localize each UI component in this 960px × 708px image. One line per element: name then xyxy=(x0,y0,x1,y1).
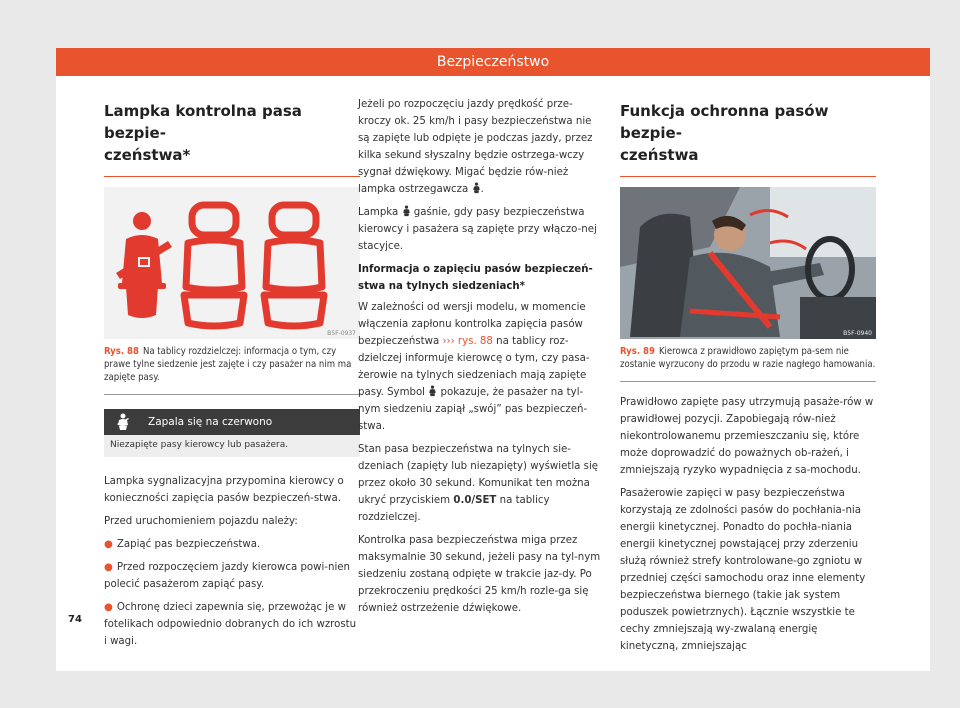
paragraph: Kontrolka pasa bezpieczeństwa miga przez maksymalnie 30 sekund, jeżeli pasy na tyl-nym siedzeniu zostaną odpięte w trakcie jaz-dy. Po przekroczeniu prędkości 25 km/h rozle-ga się również ostrzeżenie dźwiękowe. xyxy=(358,535,601,614)
figure-code: B5F-0940 xyxy=(843,330,872,337)
list-item: ● Zapiąć pas bezpieczeństwa. xyxy=(104,539,261,550)
warning-indicator-bar xyxy=(104,409,360,435)
paragraph: Prawidłowo zapięte pasy utrzymują pasaże-rów w prawidłowej pozycji. Zapobiegają rów-nież niekontrolowanemu przemieszczaniu się, które może doprowadzić do poważnych ob-rażeń, i zmniejszają ryzyko wypadnięcia z sa-mochodu. xyxy=(620,397,874,476)
seatbelt-warning-icon xyxy=(116,212,172,318)
paragraph: Pasażerowie zapięci w pasy bezpieczeństwa korzystają ze zdolności pasów do pochłania-nia energii kinetycznej. Ponadto do pochła-niania energii kinetycznej powstającej przy zderzeniu służą również strefy kontrolowane-go zgniotu w przedniej części samochodu oraz inne elementy bezpieczeństwa biernego (takie jak system poduszek powietrznych). Łącznie wszystkie te cechy zmniejszają wy-zwalaną energię kinetyczną, zmniejszając xyxy=(620,488,866,652)
manual-page xyxy=(56,48,930,671)
seatbelt-warning-icon xyxy=(402,205,411,217)
figure-caption: Rys. 89 Kierowca z prawidłowo zapiętym pa-sem nie zostanie wyrzucony do przodu w razie nagłego hamowania. xyxy=(620,345,876,382)
paragraph: Przed uruchomieniem pojazdu należy: xyxy=(104,516,298,527)
paragraph: Stan pasa bezpieczeństwa na tylnych sie-dzeniach (zapięty lub niezapięty) wyświetla się przez około 30 sekund. Komunikat ten można ukryć przyciskiem 0.0/SET na tablicy rozdzielczej. xyxy=(358,444,599,523)
column-middle xyxy=(358,96,602,623)
warning-title: Zapala się na czerwono xyxy=(148,416,273,428)
warning-description: Niezapięte pasy kierowcy lub pasażera. xyxy=(104,435,360,457)
seat-outline-icon xyxy=(184,205,244,326)
figure-89 xyxy=(620,187,876,339)
seat-outline-icon xyxy=(264,205,324,326)
paragraph: W zależności od wersji modelu, w momencie włączenia zapłonu kontrolka zapięcia pasów bezpieczeństwa ››› rys. 88 na tablicy roz-dzielczej informuje kierowcę o tym, czy pasa-żerowie na tylnych siedzeniach mają zapięte pasy. Symbol pokazuje, że pasażer na tyl-nym siedzeniu zapiął „swój” pas bezpieczeń-stwa. xyxy=(358,302,590,432)
column-right xyxy=(620,76,876,661)
paragraph: Lampka sygnalizacyjna przypomina kierowcy o konieczności zapięcia pasów bezpieczeń-stwa. xyxy=(104,476,344,504)
section-heading: Funkcja ochronna pasów bezpie- czeństwa xyxy=(620,100,876,177)
subheading: Informacja o zapięciu pasów bezpieczeń-stwa na tylnych siedzeniach* xyxy=(358,264,593,292)
figure-88 xyxy=(104,187,360,339)
section-header: Bezpieczeństwo xyxy=(56,48,930,76)
figure-caption: Rys. 88 Na tablicy rozdzielczej: informacja o tym, czy prawe tylne siedzenie jest zajęte i czy pasażer na nim ma zapięte pasy. xyxy=(104,345,360,395)
seatbelt-warning-icon xyxy=(428,385,437,397)
paragraph: Lampka gaśnie, gdy pasy bezpieczeństwa kierowcy i pasażera są zapięte przy włączo-nej stacyjce. xyxy=(358,207,597,252)
column-left xyxy=(104,76,360,656)
list-item: ● Przed rozpoczęciem jazdy kierowca powi-nien polecić pasażerom zapiąć pasy. xyxy=(104,562,350,590)
seatbelt-warning-icon xyxy=(472,182,481,194)
section-heading: Lampka kontrolna pasa bezpie- czeństwa* xyxy=(104,100,360,177)
seatbelt-indicator-illustration xyxy=(104,187,360,339)
list-item: ● Ochronę dzieci zapewnia się, przewożąc je w fotelikach odpowiednio dobranych do ich wzrostu i wagi. xyxy=(104,602,357,647)
driver-photo-illustration xyxy=(620,187,876,339)
button-key-label: 0.0/SET xyxy=(453,495,497,506)
page-number: 74 xyxy=(68,614,82,625)
seatbelt-warning-icon xyxy=(116,413,130,441)
figure-code: B5F-0937 xyxy=(327,330,356,337)
paragraph: Jeżeli po rozpoczęciu jazdy prędkość prze-kroczy ok. 25 km/h i pasy bezpieczeństwa nie są zapięte lub odpięte je podczas jazdy, przez kilka sekund słyszalny będzie ostrzega-wczy sygnał dźwiękowy. Migać będzie rów-nież lampka ostrzegawcza . xyxy=(358,99,593,195)
figure-reference-link[interactable]: ››› rys. 88 xyxy=(442,336,493,347)
